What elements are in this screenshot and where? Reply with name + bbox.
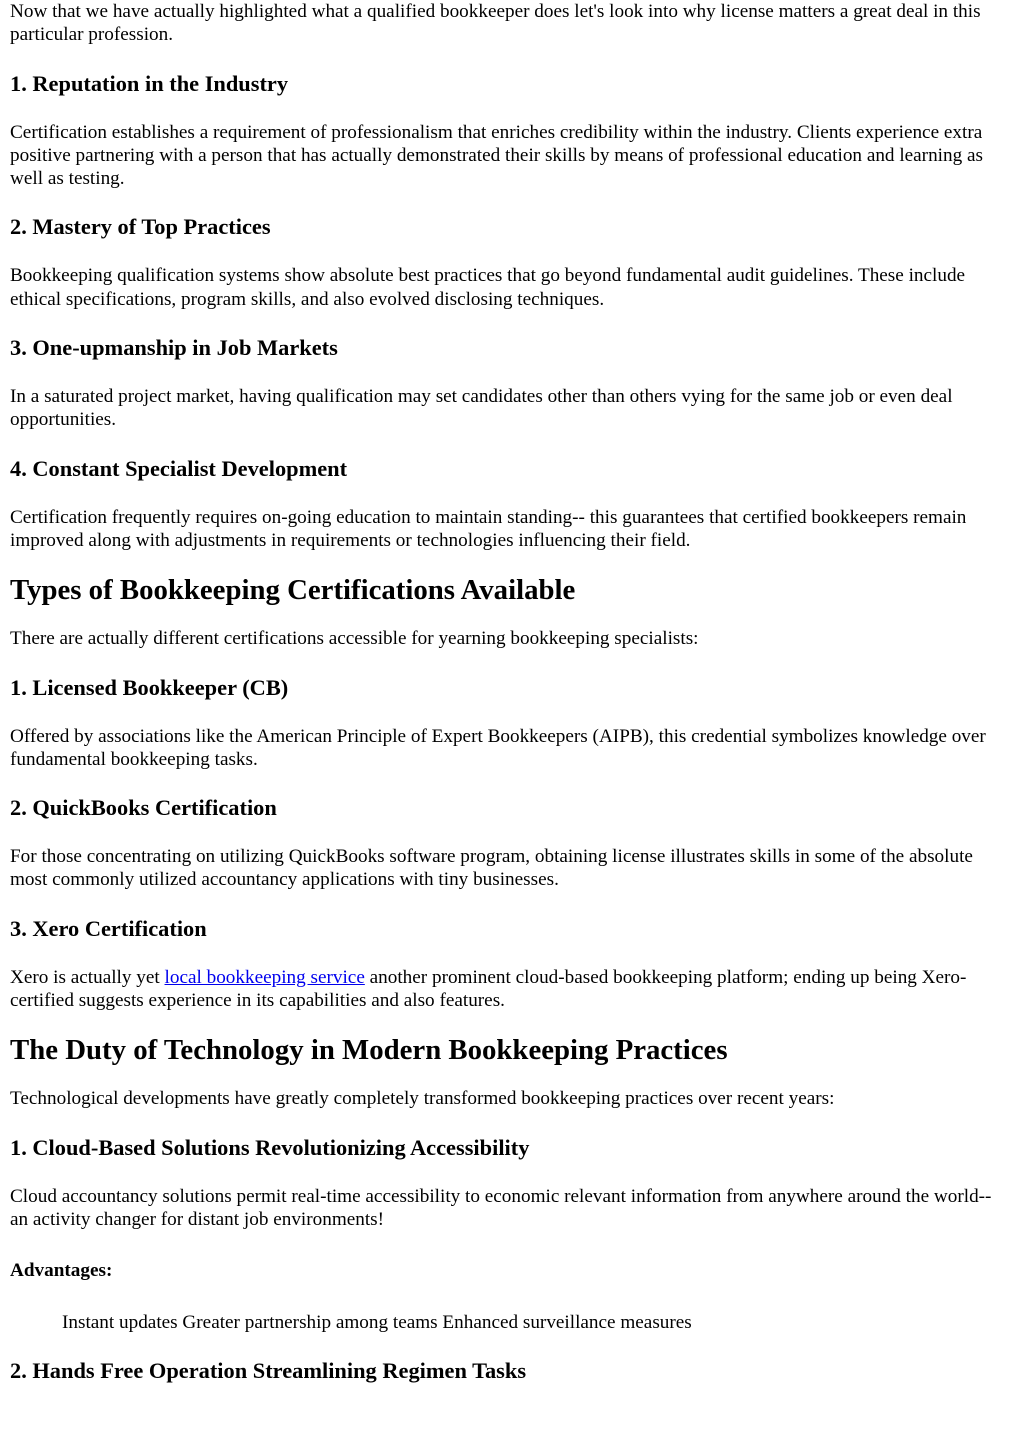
paragraph-mastery: Bookkeeping qualification systems show absolute best practices that go beyond fundamental audit guidelines. These include ethical specifications, program skills, and also evolved disclosing techniques. xyxy=(10,265,966,310)
paragraph-reputation: Certification establishes a requirement of professionalism that enriches credibility within the industry. Clients experience extra positive partnering with a person that has actually demonstrated their skills by means of professional education and learning as well as testing. xyxy=(10,121,983,190)
paragraph-quickbooks: For those concentrating on utilizing QuickBooks software program, obtaining license illustrates skills in some of the absolute most commonly utilized accountancy applications with tiny businesses. xyxy=(10,846,973,891)
heading-xero: 3. Xero Certification xyxy=(10,915,207,941)
paragraph-xero xyxy=(10,966,1014,1013)
heading-cloud-solutions: 1. Cloud-Based Solutions Revolutionizing Accessibility xyxy=(10,1134,530,1160)
advantages-label-text: Advantages: xyxy=(10,1260,113,1282)
heading-development: 4. Constant Specialist Development xyxy=(10,455,348,481)
heading-one-upmanship: 3. One-upmanship in Job Markets xyxy=(10,335,338,361)
local-bookkeeping-service-link[interactable]: local bookkeeping service xyxy=(164,966,365,988)
section-title-certifications: Types of Bookkeeping Certifications Available xyxy=(10,574,576,607)
paragraph-development: Certification frequently requires on-going education to maintain standing-- this guarantees that certified bookkeepers remain improved along with adjustments in requirements or technologies influencing their field. xyxy=(10,506,967,551)
xero-text-after: another prominent cloud-based bookkeeping platform; ending up being Xero-certified suggests experience in its capabilities and also features. xyxy=(10,966,967,1012)
heading-reputation: 1. Reputation in the Industry xyxy=(10,70,289,96)
advantages-label xyxy=(10,1259,1014,1282)
paragraph-one-upmanship: In a saturated project market, having qualification may set candidates other than others vying for the same job or even deal opportunities. xyxy=(10,386,953,431)
heading-hands-free-operation: 2. Hands Free Operation Streamlining Regimen Tasks xyxy=(10,1357,527,1383)
paragraph-certifications-lead: There are actually different certifications accessible for yearning bookkeeping specialists: xyxy=(10,628,699,650)
advantages-list: Instant updates Greater partnership among teams Enhanced surveillance measures xyxy=(62,1311,692,1333)
heading-mastery: 2. Mastery of Top Practices xyxy=(10,214,271,240)
paragraph-technology-lead: Technological developments have greatly completely transformed bookkeeping practices over recent years: xyxy=(10,1088,835,1110)
section-title-technology: The Duty of Technology in Modern Bookkeeping Practices xyxy=(10,1034,728,1067)
heading-licensed-bookkeeper: 1. Licensed Bookkeeper (CB) xyxy=(10,674,289,700)
xero-text-before: Xero is actually yet xyxy=(10,966,165,988)
paragraph-cloud-solutions: Cloud accountancy solutions permit real-time accessibility to economic relevant information from anywhere around the world-- an activity changer for distant job environments! xyxy=(10,1185,992,1230)
intro-paragraph: Now that we have actually highlighted what a qualified bookkeeper does let's look into why license matters a great deal in this particular profession. xyxy=(10,1,981,46)
paragraph-licensed-bookkeeper: Offered by associations like the American Principle of Expert Bookkeepers (AIPB), this credential symbolizes knowledge over fundamental bookkeeping tasks. xyxy=(10,725,986,770)
heading-quickbooks: 2. QuickBooks Certification xyxy=(10,795,277,821)
